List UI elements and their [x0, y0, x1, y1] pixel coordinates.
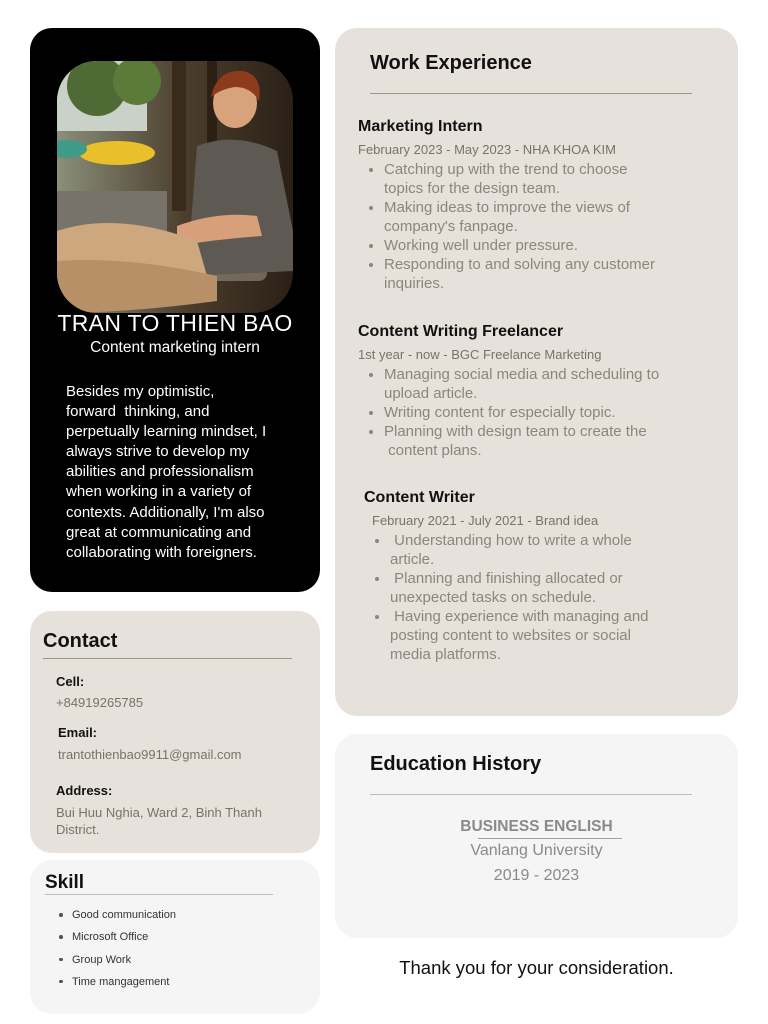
- job-meta: February 2023 - May 2023 - NHA KHOA KIM: [358, 142, 616, 157]
- job-bullet: Catching up with the trend to choose topics for the design team.: [384, 160, 655, 198]
- job-bullets: [384, 365, 659, 460]
- work-title: Work Experience: [370, 52, 532, 74]
- skill-list: [72, 907, 176, 996]
- email-label: Email:: [58, 725, 98, 740]
- job-bullet: Managing social media and scheduling to upload article.: [384, 366, 660, 402]
- job-bullets: [384, 160, 655, 293]
- job-meta: February 2021 - July 2021 - Brand idea: [372, 513, 599, 528]
- education-card: [335, 734, 738, 938]
- education-school: Vanlang University: [470, 842, 603, 859]
- skill-divider: [45, 894, 273, 895]
- work-divider: [370, 93, 692, 94]
- job-entry: [358, 118, 655, 293]
- job-bullets: [390, 531, 649, 664]
- profile-role: Content marketing intern: [90, 339, 260, 356]
- education-divider: [370, 794, 692, 795]
- address-label: Address:: [56, 783, 113, 798]
- cell-value: +84919265785: [56, 695, 144, 710]
- contact-divider: [43, 658, 292, 659]
- contact-title: Contact: [43, 630, 118, 652]
- contact-card: [30, 611, 320, 853]
- cell-label: Cell:: [56, 674, 85, 689]
- job-title: Content Writing Freelancer: [358, 323, 564, 340]
- job-entry: [364, 489, 649, 664]
- job-bullet: Planning and finishing allocated or unexpected tasks on schedule.: [390, 569, 649, 607]
- education-years: 2019 - 2023: [493, 867, 580, 884]
- skill-item: Time mangagement: [72, 974, 176, 996]
- job-bullet: Planning with design team to create the content plans.: [384, 422, 659, 460]
- address-value: Bui Huu Nghia, Ward 2, Binh Thanh District.: [56, 805, 262, 837]
- education-title: Education History: [370, 753, 542, 775]
- job-title: Marketing Intern: [358, 118, 483, 135]
- job-bullet: Writing content for especially topic.: [384, 403, 659, 422]
- skill-item: Group Work: [72, 952, 176, 974]
- job-bullet: Understanding how to write a whole article.: [390, 531, 649, 569]
- job-title: Content Writer: [364, 489, 475, 506]
- job-meta: 1st year - now - BGC Freelance Marketing: [358, 347, 602, 362]
- closing-message: Thank you for your consideration.: [399, 957, 674, 978]
- job-bullet: Having experience with managing and posting content to websites or social media platforms.: [390, 608, 649, 663]
- profile-card: [30, 28, 320, 592]
- work-experience-card: [335, 28, 738, 716]
- job-bullet: Working well under pressure.: [384, 236, 655, 255]
- skill-title: Skill: [45, 872, 85, 893]
- skill-card: [30, 860, 320, 1014]
- profile-photo: [57, 61, 293, 313]
- job-bullet: Making ideas to improve the views of company's fanpage.: [384, 198, 655, 236]
- education-degree: BUSINESS ENGLISH: [460, 818, 613, 835]
- job-entry: [358, 323, 659, 460]
- profile-bio: Besides my optimistic, forward thinking, and perpetually learning mindset, I always strive to develop my abilities and professionalism when working in a variety of contexts. Additionally, I'm also great at communicating and collaborating with foreigners.: [66, 383, 267, 561]
- portrait-photo-image: [57, 61, 293, 313]
- profile-name: TRAN TO THIEN BAO: [57, 310, 293, 336]
- job-bullet: Responding to and solving any customer inquiries.: [384, 256, 655, 292]
- skill-item: Good communication: [72, 907, 176, 929]
- degree-underline: [478, 838, 622, 839]
- email-value[interactable]: trantothienbao9911@gmail.com: [58, 747, 242, 762]
- skill-item: Microsoft Office: [72, 929, 176, 951]
